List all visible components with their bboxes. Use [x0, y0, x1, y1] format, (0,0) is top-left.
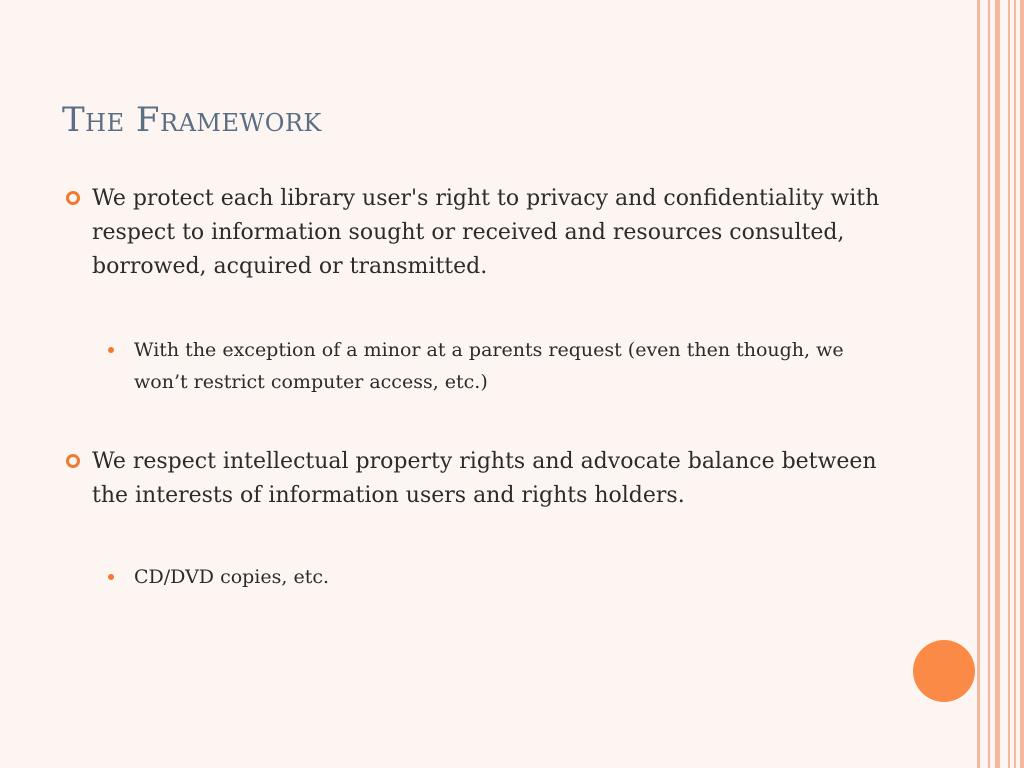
bullet-text: We respect intellectual property rights and advocate balance between the interests of information users and rights holders.: [92, 449, 877, 508]
sub-bullet-item: [134, 561, 894, 593]
border-stripe: [1014, 0, 1016, 768]
ring-bullet-icon: [66, 454, 80, 468]
border-stripe: [977, 0, 980, 768]
bullet-text: We protect each library user's right to privacy and confidentiality with respect to information sought or received and resources consulted, borrowed, acquired or transmitted.: [92, 186, 880, 279]
border-stripe: [1008, 0, 1010, 768]
bullet-item: [92, 445, 892, 513]
dot-bullet-icon: [108, 347, 114, 353]
sub-bullet-text: CD/DVD copies, etc.: [134, 566, 330, 588]
border-stripe: [1020, 0, 1024, 768]
border-stripe: [988, 0, 990, 768]
border-stripe: [995, 0, 1000, 768]
sub-bullet-text: With the exception of a minor at a parents request (even then though, we won’t restrict computer access, etc.): [134, 339, 844, 393]
sub-bullet-item: [134, 334, 894, 398]
bullet-item: [92, 182, 892, 284]
decorative-circle: [913, 640, 975, 702]
ring-bullet-icon: [66, 191, 80, 205]
dot-bullet-icon: [108, 574, 114, 580]
slide-title: The Framework: [62, 100, 322, 140]
